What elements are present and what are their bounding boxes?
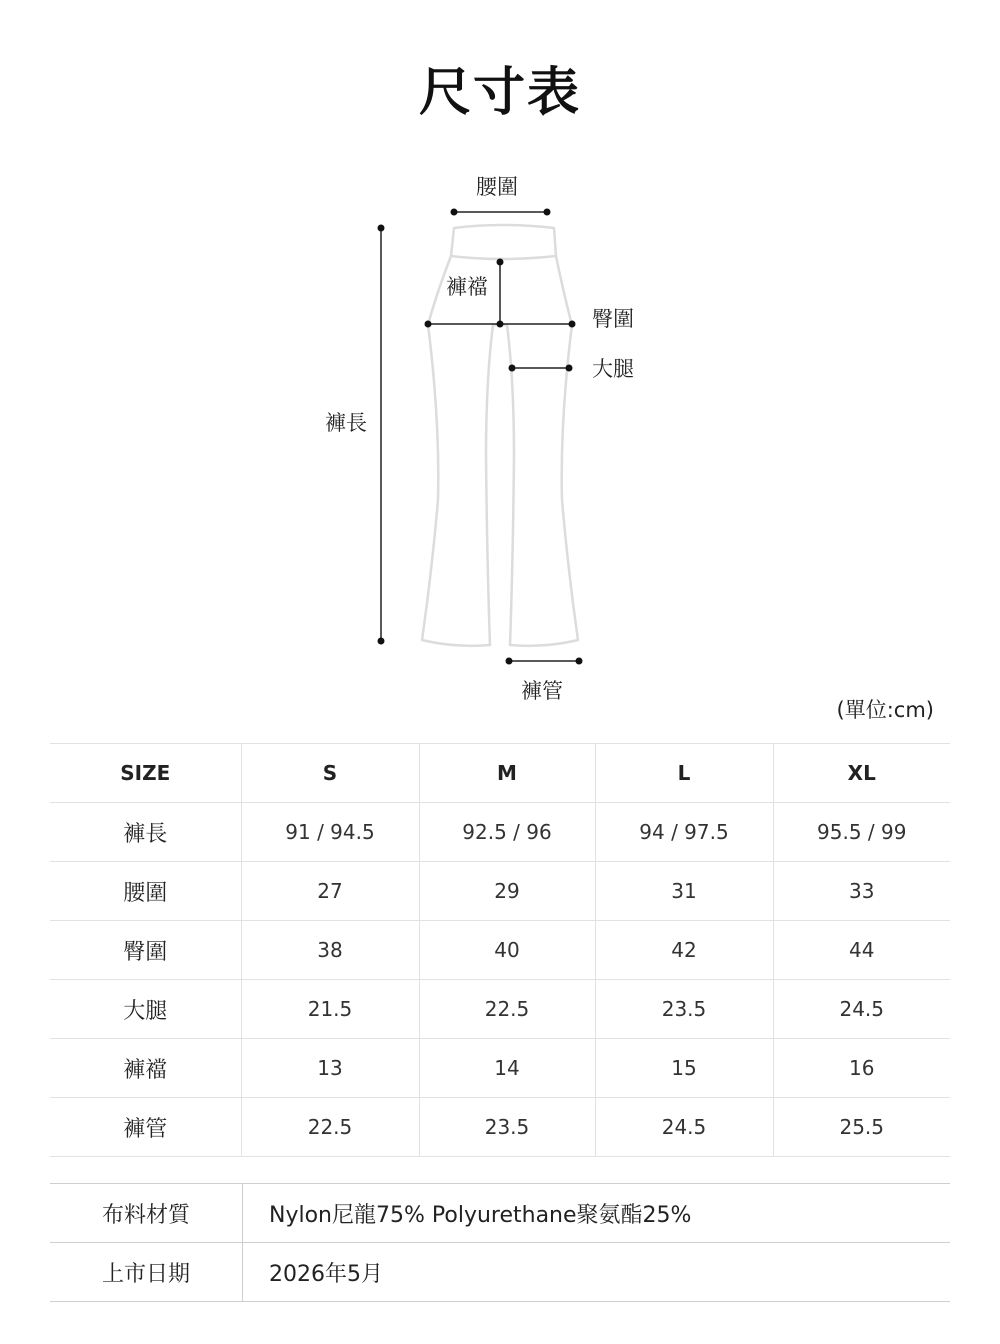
label-hem: 褲管: [521, 679, 563, 703]
label-length: 褲長: [325, 411, 367, 435]
table-cell: 24.5: [773, 980, 950, 1039]
info-table: [50, 1183, 950, 1302]
table-cell: 38: [241, 921, 419, 980]
table-header-row: [50, 744, 950, 803]
row-label: 褲長: [50, 803, 241, 862]
table-cell: 94 / 97.5: [595, 803, 773, 862]
table-cell: 33: [773, 862, 950, 921]
row-label: 腰圍: [50, 862, 241, 921]
table-row: [50, 980, 950, 1039]
table-cell: 42: [595, 921, 773, 980]
row-label: 臀圍: [50, 921, 241, 980]
table-row: [50, 803, 950, 862]
column-header: XL: [773, 744, 950, 803]
table-cell: 13: [241, 1039, 419, 1098]
table-row: [50, 1039, 950, 1098]
table-cell: 23.5: [419, 1098, 595, 1157]
column-header: M: [419, 744, 595, 803]
table-cell: 31: [595, 862, 773, 921]
table-cell: 95.5 / 99: [773, 803, 950, 862]
label-thigh: 大腿: [592, 357, 634, 381]
info-key: 上市日期: [50, 1243, 243, 1302]
table-cell: 24.5: [595, 1098, 773, 1157]
table-cell: 15: [595, 1039, 773, 1098]
table-cell: 29: [419, 862, 595, 921]
table-row: [50, 1098, 950, 1157]
table-row: [50, 921, 950, 980]
column-header: L: [595, 744, 773, 803]
info-row-release-date: [50, 1243, 950, 1302]
unit-note: (單位:cm): [836, 698, 934, 722]
info-value: Nylon尼龍75% Polyurethane聚氨酯25%: [243, 1184, 951, 1243]
size-table: [50, 743, 950, 1157]
column-header: S: [241, 744, 419, 803]
table-cell: 22.5: [241, 1098, 419, 1157]
info-key: 布料材質: [50, 1184, 243, 1243]
table-cell: 25.5: [773, 1098, 950, 1157]
column-header: SIZE: [50, 744, 241, 803]
info-row-material: [50, 1184, 950, 1243]
info-value: 2026年5月: [243, 1243, 951, 1302]
table-cell: 91 / 94.5: [241, 803, 419, 862]
table-row: [50, 862, 950, 921]
row-label: 褲管: [50, 1098, 241, 1157]
table-cell: 23.5: [595, 980, 773, 1039]
table-cell: 14: [419, 1039, 595, 1098]
table-cell: 92.5 / 96: [419, 803, 595, 862]
table-cell: 21.5: [241, 980, 419, 1039]
row-label: 褲襠: [50, 1039, 241, 1098]
label-hip: 臀圍: [592, 307, 634, 331]
row-label: 大腿: [50, 980, 241, 1039]
table-cell: 22.5: [419, 980, 595, 1039]
table-cell: 16: [773, 1039, 950, 1098]
table-cell: 44: [773, 921, 950, 980]
label-waist: 腰圍: [476, 175, 518, 199]
table-cell: 40: [419, 921, 595, 980]
page-title: 尺寸表: [418, 63, 581, 123]
table-cell: 27: [241, 862, 419, 921]
label-rise: 褲襠: [446, 275, 488, 299]
